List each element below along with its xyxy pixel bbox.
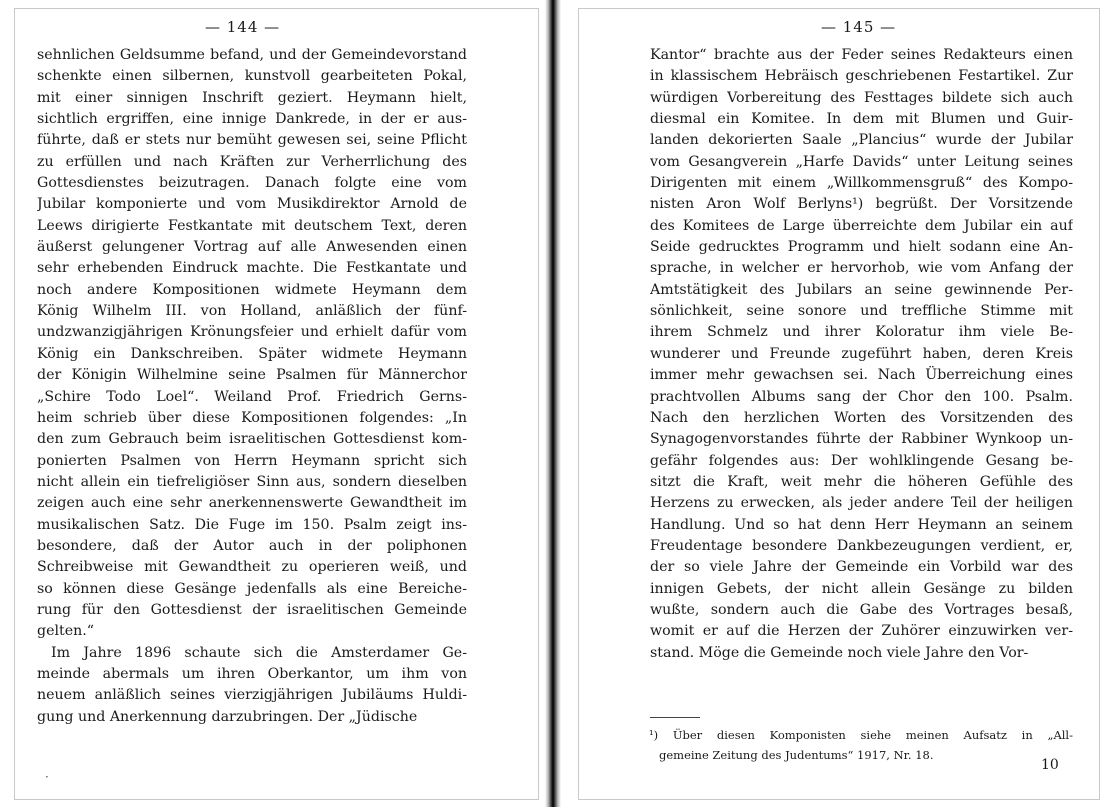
text-line: meinde abermals um ihren Oberkantor, um ihm von bbox=[37, 665, 467, 682]
text-line: sitzt die Kraft, weit mehr die höheren Gefühle des bbox=[650, 473, 1073, 490]
text-line: sehr erhebenden Eindruck machte. Die Festkantate und bbox=[37, 260, 467, 277]
text-line: immer mehr gewachsen sei. Nach Überreichung eines bbox=[650, 367, 1073, 384]
text-line: besondere, daß der Autor auch in der poliphonen bbox=[37, 537, 467, 554]
text-line: „Schire Todo Loel“. Weiland Prof. Friedrich Gerns- bbox=[37, 388, 467, 405]
text-line: noch andere Kompositionen widmete Heymann dem bbox=[37, 281, 467, 298]
text-line: des Komitees de Large überreichte dem Jubilar ein auf bbox=[650, 217, 1073, 234]
text-line: gung und Anerkennung darzubringen. Der „Jüdische bbox=[37, 708, 418, 725]
text-line: mit einer sinnigen Inschrift geziert. Heymann hielt, bbox=[37, 89, 467, 106]
text-line: Handlung. Und so hat denn Herr Heymann an seinem bbox=[650, 516, 1073, 533]
text-line: führte, daß er stets nur bemüht gewesen sei, seine Pflicht bbox=[37, 132, 467, 149]
text-line: sprache, in welcher er hervorhob, wie vom Anfang der bbox=[650, 260, 1073, 277]
text-line: Nach den herzlichen Worten des Vorsitzenden des bbox=[650, 409, 1073, 426]
text-line: nisten Aron Wolf Berlyns¹) begrüßt. Der Vorsitzende bbox=[650, 196, 1073, 213]
text-line: zu erfüllen und nach Kräften zur Verherrlichung des bbox=[37, 153, 467, 170]
text-line: nicht allein ein tiefreligiöser Sinn aus, sondern dieselben bbox=[37, 473, 467, 490]
text-line: äußerst gelungener Vortrag auf alle Anwesenden einen bbox=[37, 239, 467, 256]
text-line: sichtlich ergriffen, eine innige Dankrede, in der er aus- bbox=[37, 111, 467, 128]
margin-mark: · bbox=[45, 770, 49, 784]
page-number-right: — 145 — bbox=[821, 18, 897, 36]
sheet-signature: 10 bbox=[1041, 757, 1059, 773]
text-line: landen dekorierten Saale „Plancius“ wurde der Jubilar bbox=[650, 132, 1073, 149]
text-line: der Königin Wilhelmine seine Psalmen für Männerchor bbox=[37, 367, 467, 384]
text-line: innigen Gebets, der nicht allein Gesänge zu bilden bbox=[650, 580, 1073, 597]
text-line: diesmal ein Komitee. In dem mit Blumen und Guir- bbox=[650, 111, 1073, 128]
text-line: vom Gesangverein „Harfe Davids“ unter Leitung seines bbox=[650, 153, 1073, 170]
text-line: gefähr folgendes aus: Der wohlklingende Gesang be- bbox=[650, 452, 1073, 469]
text-line: König Wilhelm III. von Holland, anläßlich der fünf- bbox=[37, 303, 467, 320]
footnote bbox=[649, 725, 1073, 765]
text-line: den zum Gebrauch beim israelitischen Gottesdienst kom- bbox=[37, 431, 467, 448]
text-line: König ein Dankschreiben. Später widmete Heymann bbox=[37, 345, 467, 362]
right-page bbox=[559, 0, 1112, 807]
text-line: schenkte einen silbernen, kunstvoll gearbeiteten Pokal, bbox=[37, 68, 467, 85]
text-line: Seide gedrucktes Programm und hielt sodann eine An- bbox=[650, 239, 1073, 256]
text-line: Jubilar komponierte und vom Musikdirektor Arnold de bbox=[37, 196, 467, 213]
text-line: ponierten Psalmen von Herrn Heymann spricht sich bbox=[37, 452, 467, 469]
text-line: Dirigenten mit einem „Willkommensgruß“ des Kompo- bbox=[650, 175, 1073, 192]
text-line: sönlichkeit, seine sonore und treffliche Stimme mit bbox=[650, 303, 1073, 320]
text-line: gemeine Zeitung des Judentums“ 1917, Nr. 18. bbox=[659, 748, 934, 762]
text-line: wußte, sondern auch die Gabe des Vortrages besaß, bbox=[650, 601, 1073, 618]
footnote-rule bbox=[650, 717, 700, 718]
text-line: neuem anläßlich seines vierzigjährigen Jubiläums Huldi- bbox=[37, 687, 467, 704]
text-line: zeigen auch eine sehr anerkennenswerte Gewandtheit im bbox=[37, 495, 467, 512]
text-line: Kantor“ brachte aus der Feder seines Redakteurs einen bbox=[650, 47, 1073, 63]
left-page bbox=[0, 0, 553, 807]
text-line: Freudentage besondere Dankbezeugungen verdient, er, bbox=[650, 537, 1073, 554]
text-line: sehnlichen Geldsumme befand, und der Gemeindevorstand bbox=[37, 47, 467, 63]
page-number-left: — 144 — bbox=[205, 18, 281, 36]
text-line: wunderer und Freunde zugeführt haben, deren Kreis bbox=[650, 345, 1073, 362]
text-line: Schreibweise mit Gewandtheit zu operieren weiß, und bbox=[37, 559, 467, 576]
text-line: ¹) Über diesen Komponisten siehe meinen Aufsatz in „All- bbox=[649, 728, 1073, 742]
text-line: musikalischen Satz. Die Fuge im 150. Psalm zeigt ins- bbox=[37, 516, 467, 533]
text-line: stand. Möge die Gemeinde noch viele Jahre den Vor- bbox=[650, 644, 1029, 661]
text-line: Im Jahre 1896 schaute sich die Amsterdamer Ge- bbox=[51, 644, 467, 661]
right-page-text bbox=[650, 45, 1073, 664]
left-page-text bbox=[37, 45, 467, 728]
text-line: Gottesdienstes beizutragen. Danach folgte eine vom bbox=[37, 175, 467, 192]
text-line: der so viele Jahre der Gemeinde ein Vorbild war des bbox=[650, 559, 1073, 576]
text-line: Synagogenvorstandes führte der Rabbiner Wynkoop un- bbox=[650, 431, 1073, 448]
text-line: undzwanzigjährigen Krönungsfeier und erhielt dafür vom bbox=[37, 324, 467, 341]
text-line: Leews dirigierte Festkantate mit deutschem Text, deren bbox=[37, 217, 467, 234]
text-line: Amtstätigkeit des Jubilars an seine gewinnende Per- bbox=[650, 281, 1073, 298]
text-line: Herzens zu erwecken, als jeder andere Teil der heiligen bbox=[650, 495, 1073, 512]
text-line: womit er auf die Herzen der Zuhörer einzuwirken ver- bbox=[650, 623, 1073, 640]
text-line: würdigen Vorbereitung des Festtages bildete sich auch bbox=[650, 89, 1073, 106]
text-line: prachtvollen Albums sang der Chor den 100. Psalm. bbox=[650, 388, 1073, 405]
text-line: rung für den Gottesdienst der israelitischen Gemeinde bbox=[37, 601, 467, 618]
text-line: in klassischem Hebräisch geschriebenen Festartikel. Zur bbox=[650, 68, 1073, 85]
text-line: ihrem Schmelz und ihrer Koloratur ihm viele Be- bbox=[650, 324, 1073, 341]
text-line: so können diese Gesänge jedenfalls als eine Bereiche- bbox=[37, 580, 467, 597]
text-line: gelten.“ bbox=[37, 623, 95, 640]
text-line: heim schrieb über diese Kompositionen folgendes: „In bbox=[37, 409, 467, 426]
